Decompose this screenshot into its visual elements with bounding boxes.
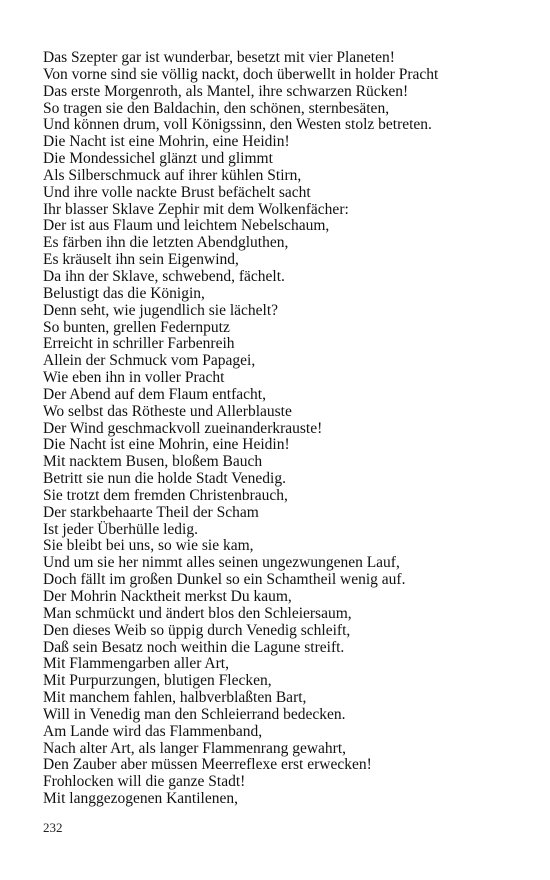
poem-line: Mit langgezogenen Kantilenen, (43, 790, 238, 808)
poem-line: Und können drum, voll Königssinn, den Westen stolz betreten. (43, 116, 432, 134)
poem-line: Mit Purpurzungen, blutigen Flecken, (43, 672, 272, 690)
poem-line: Das Szepter gar ist wunderbar, besetzt mit vier Planeten! (43, 49, 395, 66)
poem-line: Am Lande wird das Flammenband, (43, 722, 263, 740)
poem-line: Will in Venedig man den Schleierrand bedecken. (43, 705, 346, 723)
poem-line: Ihr blasser Sklave Zephir mit dem Wolkenfächer: (43, 200, 349, 218)
poem-text (43, 50, 533, 808)
poem-line: Wo selbst das Rötheste und Allerblauste (43, 402, 292, 420)
poem-line: Den dieses Weib so üppig durch Venedig schleift, (43, 621, 351, 639)
poem-line: Den Zauber aber müssen Meerreflexe erst erwecken! (43, 756, 372, 774)
poem-line: Als Silberschmuck auf ihrer kühlen Stirn, (43, 166, 302, 184)
poem-line: Der Mohrin Nacktheit merkst Du kaum, (43, 588, 292, 605)
poem-line: Es kräuselt ihn sein Eigenwind, (43, 251, 239, 269)
poem-line: Mit manchem fahlen, halbverblaßten Bart, (43, 689, 307, 707)
poem-line: Es färben ihn die letzten Abendgluthen, (43, 234, 289, 252)
poem-line: Die Nacht ist eine Mohrin, eine Heidin! (43, 133, 290, 151)
poem-line: So bunten, grellen Federnputz (43, 318, 230, 336)
poem-line: Ist jeder Überhülle ledig. (43, 520, 198, 538)
poem-line: Mit Flammengarben aller Art, (43, 655, 229, 673)
poem-line: Die Nacht ist eine Mohrin, eine Heidin! (43, 436, 290, 454)
poem-line: Daß sein Besatz noch weithin die Lagune streift. (43, 638, 345, 656)
poem-line: Belustigt das die Königin, (43, 284, 205, 302)
poem-line: Da ihn der Sklave, schwebend, fächelt. (43, 267, 285, 285)
poem-line: So tragen sie den Baldachin, den schönen, sternbesäten, (43, 99, 390, 117)
poem-line: Doch fällt im großen Dunkel so ein Schamtheil wenig auf. (43, 571, 406, 589)
poem-line: Der starkbehaarte Theil der Scham (43, 503, 259, 521)
poem-line: Der Abend auf dem Flaum entfacht, (43, 385, 266, 403)
page-number: 232 (43, 820, 63, 835)
poem-line: Die Mondessichel glänzt und glimmt (43, 150, 273, 168)
poem-line: Wie eben ihn in voller Pracht (43, 369, 225, 387)
poem-line: Betritt sie nun die holde Stadt Venedig. (43, 470, 286, 488)
poem-line: Von vorne sind sie völlig nackt, doch überwellt in holder Pracht (43, 65, 439, 83)
poem-line: Sie bleibt bei uns, so wie sie kam, (43, 537, 254, 555)
poem-line: Sie trotzt dem fremden Christenbrauch, (43, 486, 288, 504)
poem-line: Das erste Morgenroth, als Mantel, ihre schwarzen Rücken! (43, 82, 409, 100)
poem-line: Man schmückt und ändert blos den Schleiersaum, (43, 604, 352, 622)
poem-line: Der ist aus Flaum und leichtem Nebelschaum, (43, 217, 330, 235)
poem-line: Der Wind geschmackvoll zueinanderkrauste! (43, 419, 323, 437)
poem-line: Allein der Schmuck vom Papagei, (43, 352, 256, 370)
poem-line: Nach alter Art, als langer Flammenrang gewahrt, (43, 739, 346, 757)
poem-line: Und um sie her nimmt alles seinen ungezwungenen Lauf, (43, 554, 400, 572)
poem-line: Denn seht, wie jugendlich sie lächelt? (43, 301, 279, 319)
poem-line: Erreicht in schriller Farbenreih (43, 335, 235, 353)
poem-line: Frohlocken will die ganze Stadt! (43, 773, 246, 791)
poem-line: Und ihre volle nackte Brust befächelt sacht (43, 183, 311, 201)
poem-line: Mit nacktem Busen, bloßem Bauch (43, 453, 263, 471)
